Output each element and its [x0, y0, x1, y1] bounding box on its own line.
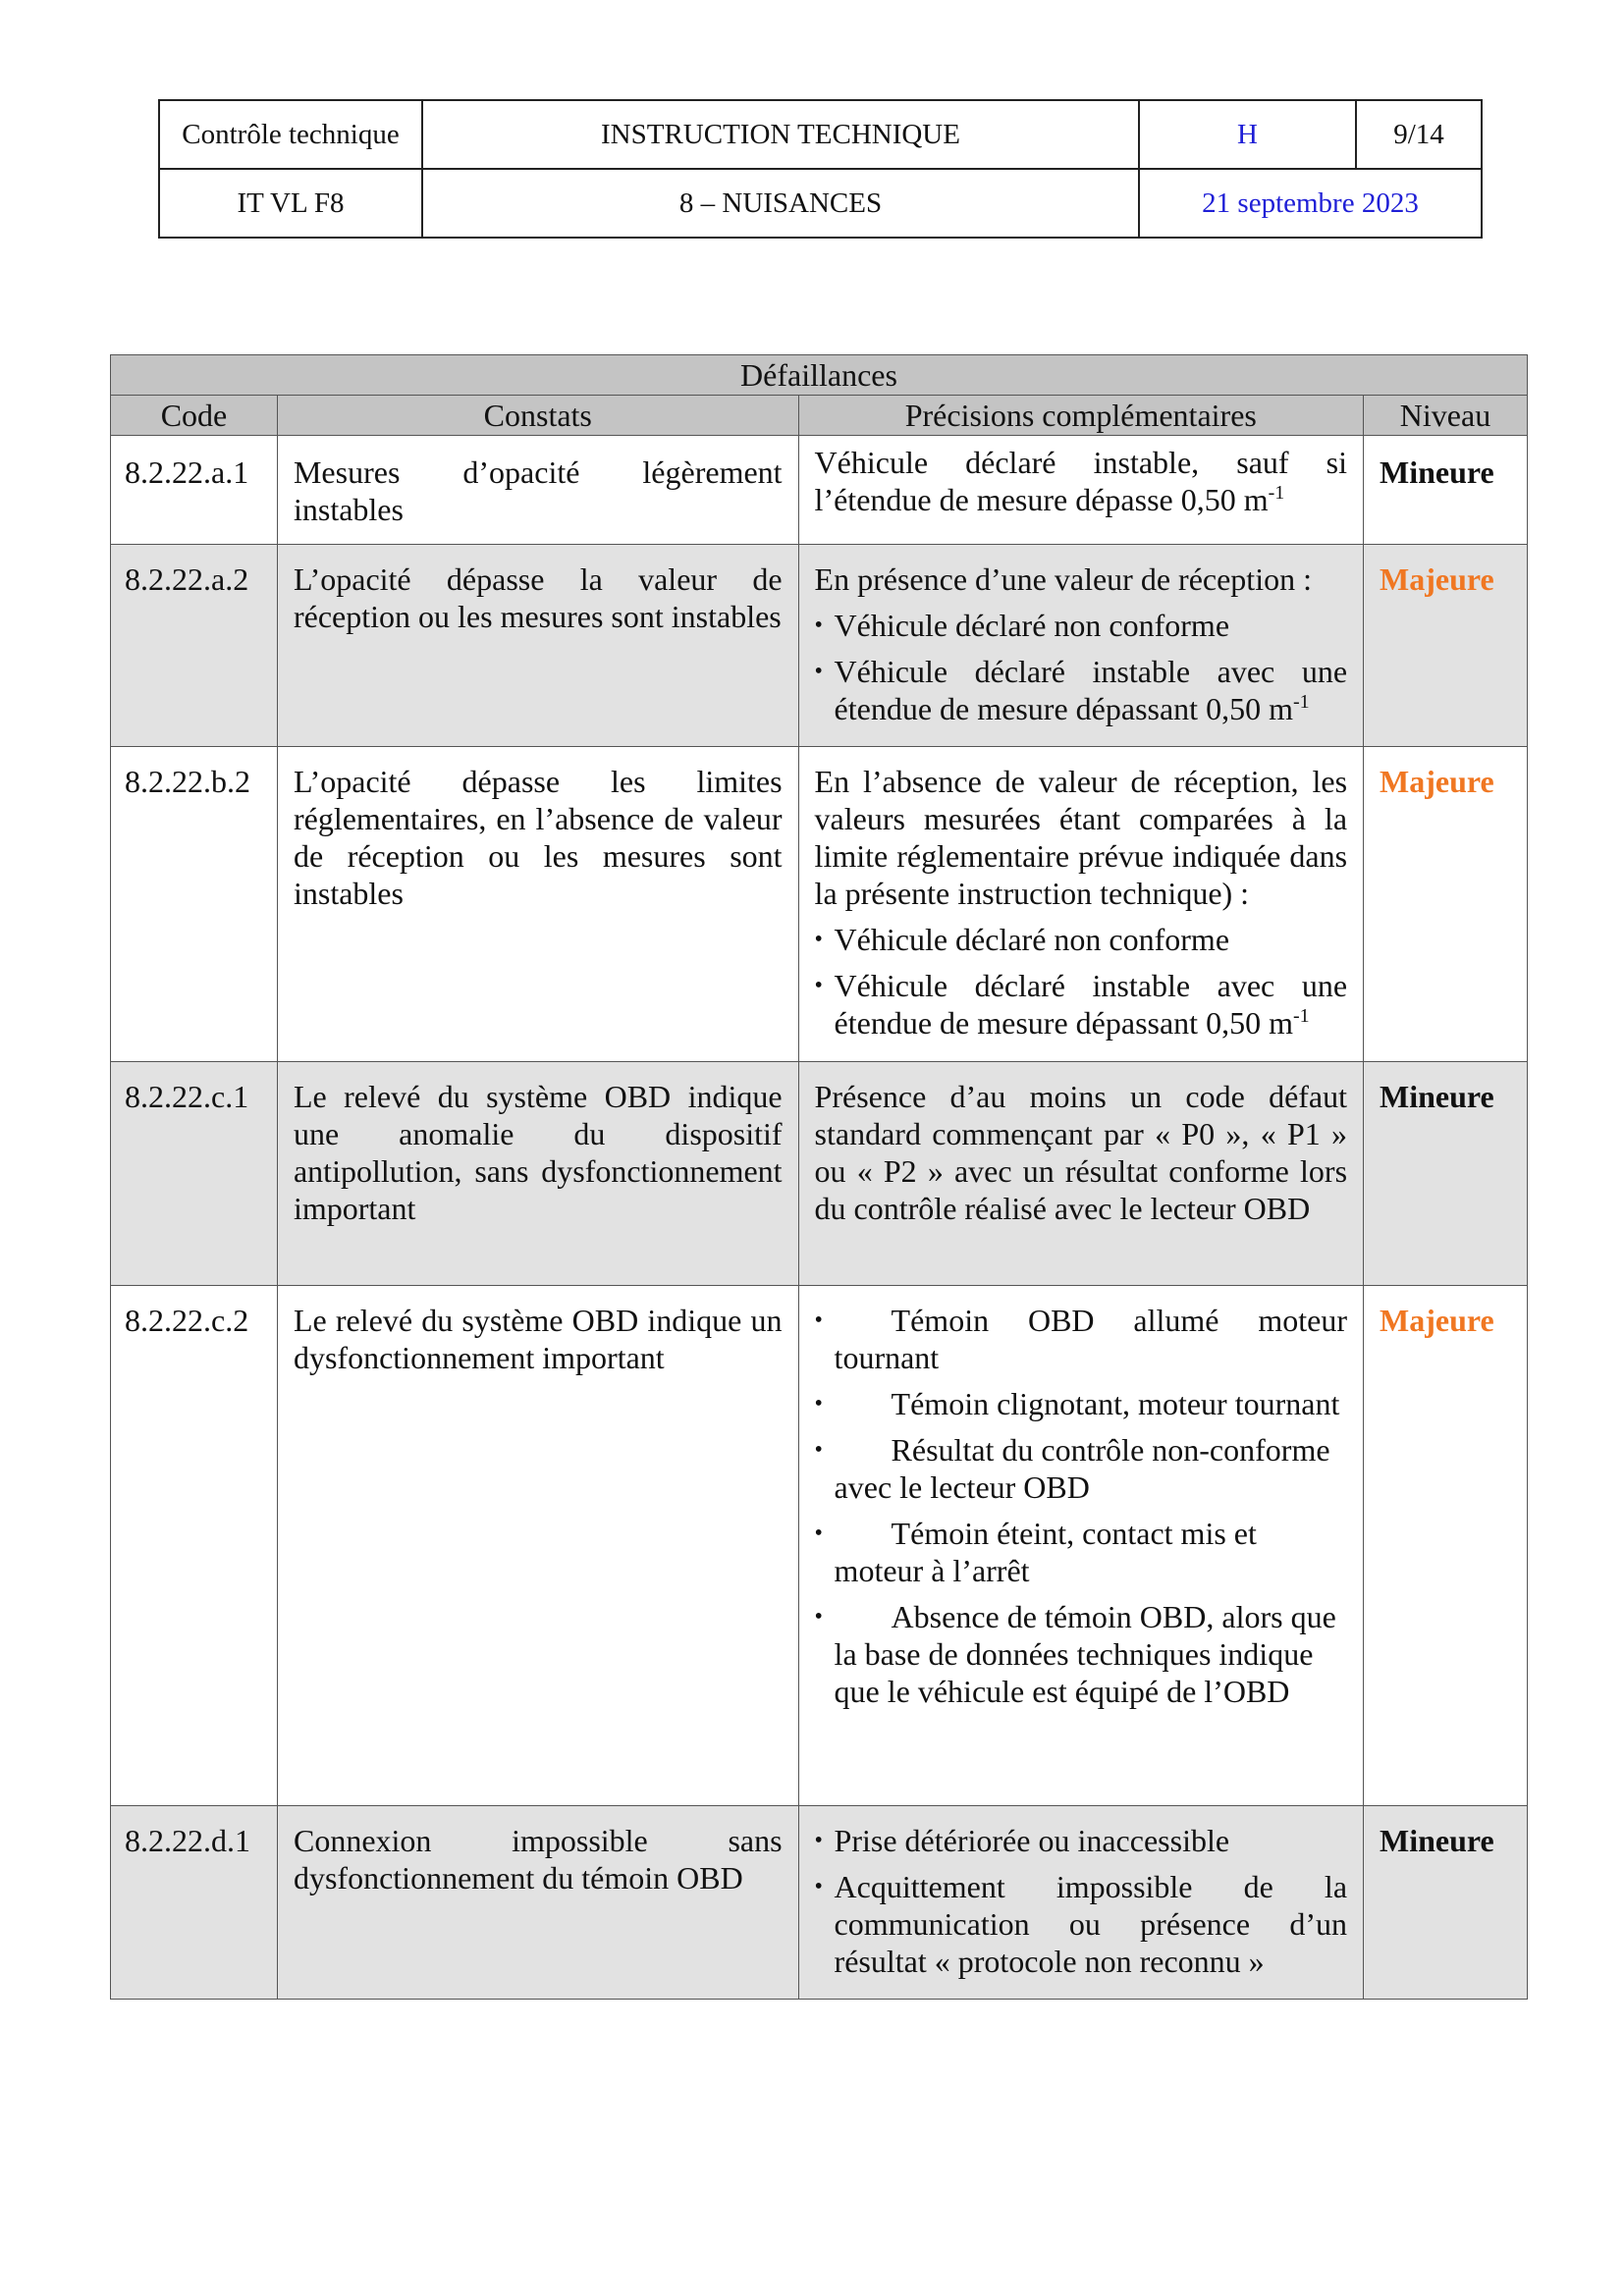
header-doc-type: INSTRUCTION TECHNIQUE — [422, 100, 1139, 169]
document-header — [158, 99, 1483, 239]
list-item: • Prise détériorée ou inaccessible — [815, 1822, 1347, 1859]
defect-level: Majeure — [1364, 747, 1528, 1062]
table-row — [111, 545, 1528, 747]
defect-precision: En présence d’une valeur de réception : • Véhicule déclaré non conforme • Véhicule déclaré instable avec une étendue de mesure dépassant 0,50 $m^{-1}$ — [798, 545, 1363, 747]
list-item: • Véhicule déclaré non conforme — [815, 607, 1347, 644]
table-row — [111, 1806, 1528, 2000]
defect-code: 8.2.22.a.1 — [111, 436, 278, 545]
defect-code: 8.2.22.b.2 — [111, 747, 278, 1062]
defect-code: 8.2.22.c.2 — [111, 1286, 278, 1806]
list-item: • Véhicule déclaré instable avec une étendue de mesure dépassant 0,50 $m^{-1}$ — [815, 967, 1347, 1041]
column-header-code: Code — [111, 396, 278, 436]
defect-level: Majeure — [1364, 545, 1528, 747]
table-row — [111, 436, 1528, 545]
column-header-niveau: Niveau — [1364, 396, 1528, 436]
list-item: • Véhicule déclaré instable avec une étendue de mesure dépassant 0,50 $m^{-1}$ — [815, 653, 1347, 727]
column-header-precisions: Précisions complémentaires — [798, 396, 1363, 436]
defect-constat: Le relevé du système OBD indique un dysfonctionnement important — [277, 1286, 798, 1806]
header-version: H — [1139, 100, 1356, 169]
defect-constat: L’opacité dépasse la valeur de réception ou les mesures sont instables — [277, 545, 798, 747]
defect-precision — [798, 1806, 1363, 2000]
defect-constat: Le relevé du système OBD indique une anomalie du dispositif antipollution, sans dysfonctionnement important — [277, 1062, 798, 1286]
defect-constat: Connexion impossible sans dysfonctionnement du témoin OBD — [277, 1806, 798, 2000]
table-row — [111, 747, 1528, 1062]
list-item: • Témoin OBD allumé moteur tournant — [815, 1302, 1347, 1376]
defect-precision — [798, 1286, 1363, 1806]
column-header-constats: Constats — [277, 396, 798, 436]
defect-precision: En l’absence de valeur de réception, les valeurs mesurées étant comparées à la limite réglementaire prévue indiquée dans la présente instruction technique) : • Véhicule déclaré non conforme • Véhicule déclaré instable avec une étendue de mesure dépassant 0,50 $m^{-1}$ — [798, 747, 1363, 1062]
defect-code: 8.2.22.a.2 — [111, 545, 278, 747]
table-row — [111, 1286, 1528, 1806]
list-item: • Témoin clignotant, moteur tournant — [815, 1385, 1347, 1422]
list-item: • Véhicule déclaré non conforme — [815, 921, 1347, 958]
defect-precision: Présence d’au moins un code défaut standard commençant par « P0 », « P1 » ou « P2 » avec un résultat conforme lors du contrôle réalisé avec le lecteur OBD — [798, 1062, 1363, 1286]
header-section: 8 – NUISANCES — [422, 169, 1139, 238]
table-title: Défaillances — [111, 355, 1528, 396]
defect-code: 8.2.22.d.1 — [111, 1806, 278, 2000]
list-item: • Absence de témoin OBD, alors que la base de données techniques indique que le véhicule est équipé de l’OBD — [815, 1598, 1347, 1710]
defect-level: Mineure — [1364, 1806, 1528, 2000]
defect-constat: L’opacité dépasse les limites réglementaires, en l’absence de valeur de réception ou les mesures sont instables — [277, 747, 798, 1062]
table-row — [111, 1062, 1528, 1286]
defect-constat: Mesures d’opacité légèrement instables — [277, 436, 798, 545]
header-category: Contrôle technique — [159, 100, 422, 169]
defect-precision: Véhicule déclaré instable, sauf si l’étendue de mesure dépasse 0,50 $m^{-1}$ — [798, 436, 1363, 545]
list-item: • Témoin éteint, contact mis et moteur à l’arrêt — [815, 1515, 1347, 1589]
defect-code: 8.2.22.c.1 — [111, 1062, 278, 1286]
list-item: • Acquittement impossible de la communication ou présence d’un résultat « protocole non reconnu » — [815, 1868, 1347, 1980]
defects-table — [110, 354, 1528, 2000]
header-doc-ref: IT VL F8 — [159, 169, 422, 238]
header-page-number: 9/14 — [1356, 100, 1482, 169]
header-date: 21 septembre 2023 — [1139, 169, 1482, 238]
defect-level: Majeure — [1364, 1286, 1528, 1806]
defect-level: Mineure — [1364, 436, 1528, 545]
list-item: • Résultat du contrôle non-conforme avec le lecteur OBD — [815, 1431, 1347, 1506]
defect-level: Mineure — [1364, 1062, 1528, 1286]
